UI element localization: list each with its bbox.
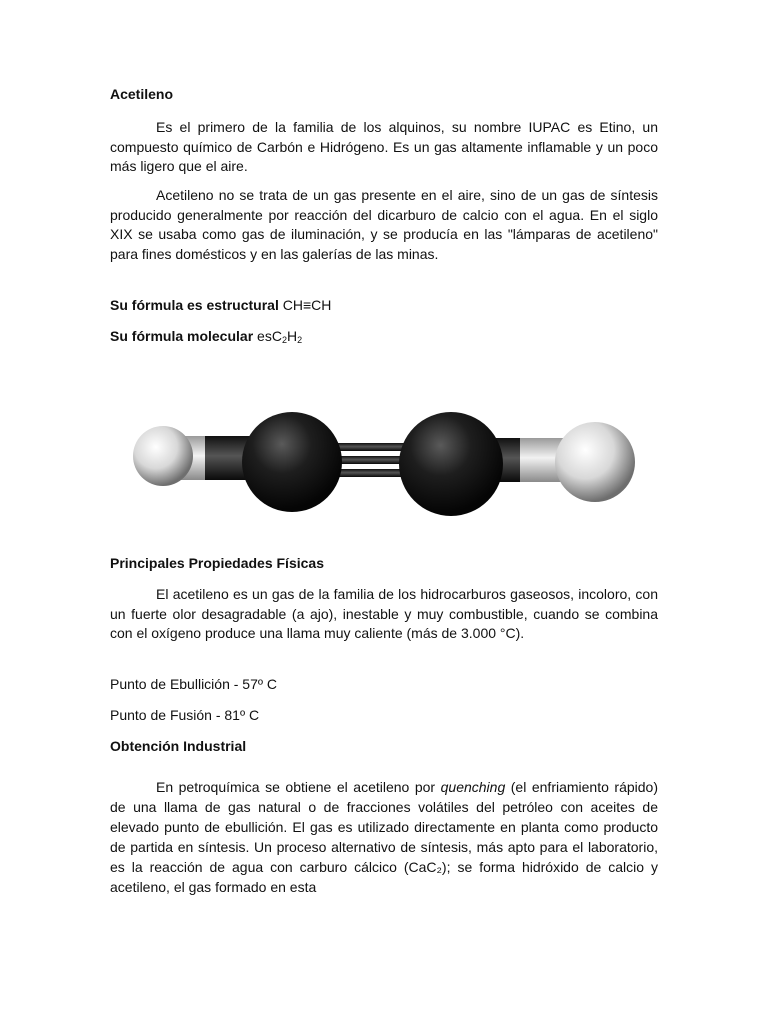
intro-paragraph-1: Es el primero de la familia de los alquinos, su nombre IUPAC es Etino, un compuesto químico de Carbón e Hidrógeno. Es un gas altamente inflamable y un poco más ligero que el aire. (110, 119, 658, 174)
molecular-formula-h-sub: 2 (297, 335, 303, 345)
industrial-heading: Obtención Industrial (110, 738, 247, 754)
physical-properties-paragraph: El acetileno es un gas de la familia de los hidrocarburos gaseosos, incoloro, con un fuerte olor desagradable (a ajo), inestable y muy combustible, cuando se combina con el oxígeno produce una llama muy caliente (más de 3.000 °C). (110, 586, 658, 641)
acetylene-molecule-illustration (120, 398, 650, 528)
molecular-formula-h: H (286, 328, 298, 344)
molecular-formula-line (110, 327, 658, 350)
title-acetileno: Acetileno (110, 86, 174, 102)
industrial-paragraph (110, 777, 658, 897)
molecular-formula-c-sub: 2 (281, 335, 287, 345)
molecular-formula-c: C (271, 328, 282, 344)
melting-point: Punto de Fusión - 81º C (110, 707, 260, 723)
industrial-text-italic: quenching (440, 779, 506, 795)
hydrogen-atom-right (555, 422, 635, 502)
structural-formula-line (110, 296, 658, 315)
industrial-text-after: (el enfriamiento rápido) de una llama de gas natural o de fracciones volátiles del petróleo con aceites de elevado punto de ebullición. El gas es utilizado directamente en planta como producto de partida en síntesis. Un proceso alternativo de síntesis, más apto para el laboratorio, es la reacción de agua con carburo cálcico (CaC₂); se forma hidróxido de calcio y acetileno, el gas formado en esta (110, 779, 659, 895)
carbon-atom-right (399, 412, 503, 516)
hydrogen-atom-left (133, 426, 193, 486)
structural-formula-value: CH≡CH (282, 297, 332, 313)
boiling-point: Punto de Ebullición - 57º C (110, 676, 277, 692)
molecular-formula-label: Su fórmula molecular (110, 328, 254, 344)
intro-paragraph-2: Acetileno no se trata de un gas presente en el aire, sino de un gas de síntesis producido generalmente por reacción del dicarburo de calcio con el agua. En el siglo XIX se usaba como gas de iluminación, y se producía en las "lámparas de acetileno" para fines domésticos y en las galerías de las minas. (110, 187, 658, 262)
industrial-text-before: En petroquímica se obtiene el acetileno por (156, 779, 441, 795)
physical-properties-heading: Principales Propiedades Físicas (110, 555, 324, 571)
carbon-atom-left (242, 412, 342, 512)
structural-formula-label: Su fórmula es estructural (110, 297, 279, 313)
molecular-formula-es: es (257, 328, 272, 344)
